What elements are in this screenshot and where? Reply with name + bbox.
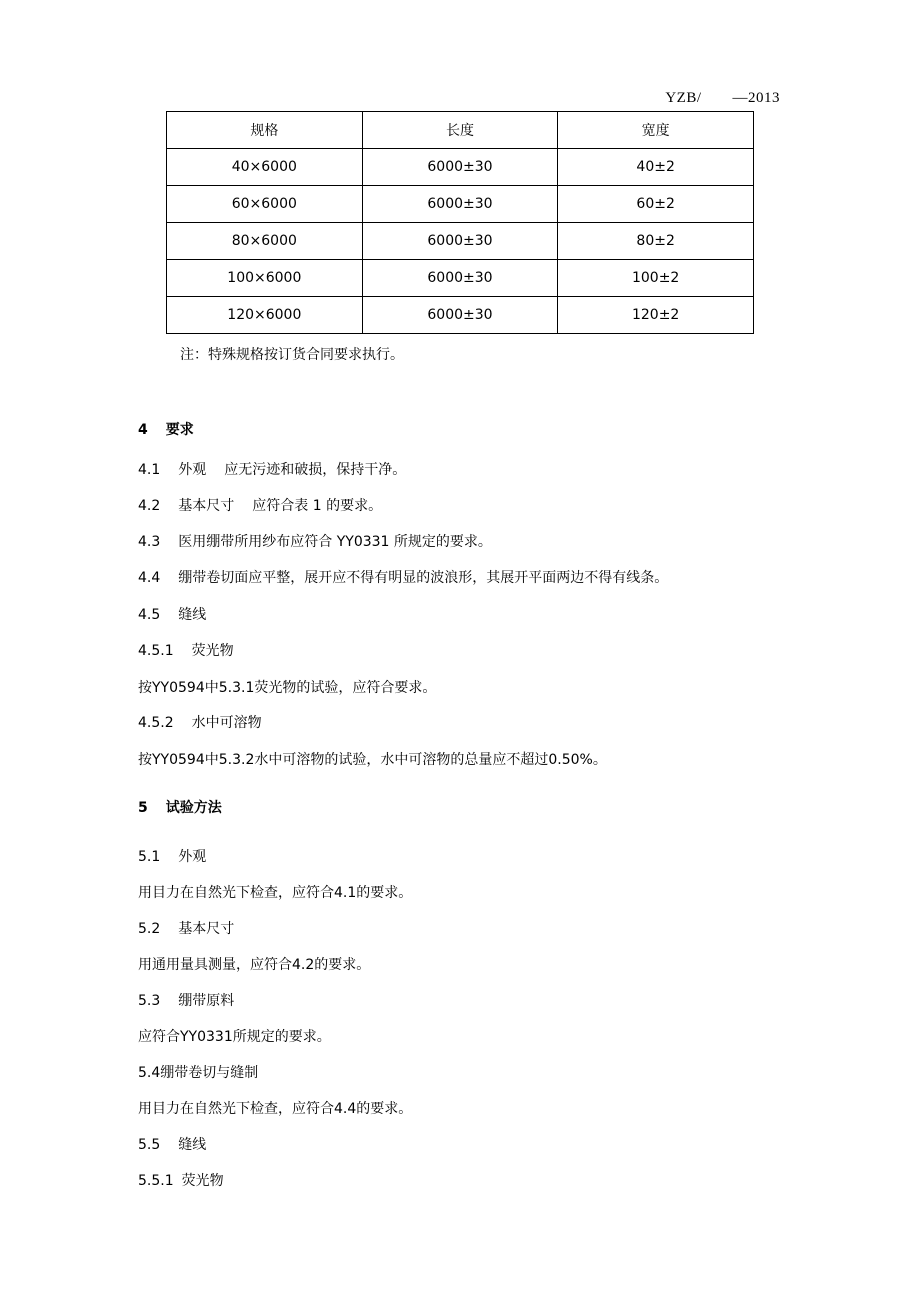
section-number: 4 [138,422,148,438]
clause-title: 医用绷带所用纱布应符合 YY0331 所规定的要求。 [178,534,492,550]
table-cell: 6000±30 [362,186,558,223]
clause-4-5-1 [138,640,234,660]
clause-text-5-1: 用目力在自然光下检查，应符合4.1的要求。 [138,885,413,901]
clause-number: 4.5.2 [138,715,174,731]
clause-4-3 [138,531,492,551]
spec-table [166,111,754,334]
clause-number: 5.2 [138,921,161,937]
table-cell: 100±2 [558,260,754,297]
clause-4-1 [138,459,406,479]
table-cell: 6000±30 [362,297,558,334]
table-cell: 40×6000 [167,149,363,186]
table-cell: 120±2 [558,297,754,334]
clause-number: 5.4 [138,1065,161,1081]
clause-number: 4.4 [138,570,161,586]
clause-title: 荧光物 [191,643,234,659]
clause-text: 应无污迹和破损，保持干净。 [224,462,407,478]
clause-text-5-4: 用目力在自然光下检查，应符合4.4的要求。 [138,1101,413,1117]
clause-number: 4.2 [138,498,161,514]
section-number: 5 [138,800,148,816]
clause-text: 应符合表 1 的要求。 [252,498,383,514]
clause-number: 5.5.1 [138,1173,174,1189]
clause-number: 4.3 [138,534,161,550]
section-title: 试验方法 [165,800,222,816]
column-header: 宽度 [558,112,754,149]
clause-number: 5.5 [138,1137,161,1153]
clause-title: 绷带卷切面应平整，展开应不得有明显的波浪形，其展开平面两边不得有线条。 [178,570,669,586]
table-cell: 120×6000 [167,297,363,334]
clause-title: 绷带卷切与缝制 [160,1065,259,1081]
clause-5-3 [138,990,234,1010]
clause-number: 5.3 [138,993,161,1009]
clause-text-4-5-1: 按YY0594中5.3.1荧光物的试验，应符合要求。 [138,680,437,696]
table-cell: 80±2 [558,223,754,260]
table-cell: 60±2 [558,186,754,223]
table-header-row [167,112,754,149]
clause-title: 荧光物 [181,1173,224,1189]
table-row [167,297,754,334]
clause-number: 4.1 [138,462,161,478]
clause-number: 5.1 [138,849,161,865]
table-cell: 6000±30 [362,223,558,260]
table-row [167,223,754,260]
clause-title: 外观 [178,462,207,478]
table-cell: 60×6000 [167,186,363,223]
clause-5-2 [138,918,234,938]
clause-title: 绷带原料 [178,993,235,1009]
table-cell: 6000±30 [362,149,558,186]
table-row [167,149,754,186]
clause-title: 外观 [178,849,207,865]
clause-text-5-2: 用通用量具测量，应符合4.2的要求。 [138,957,371,973]
clause-text-4-5-2: 按YY0594中5.3.2水中可溶物的试验，水中可溶物的总量应不超过0.50%。 [138,752,607,768]
clause-4-2 [138,495,382,515]
clause-5-1 [138,846,206,866]
section-heading-5 [138,797,222,817]
clause-title: 缝线 [178,1137,207,1153]
table-cell: 100×6000 [167,260,363,297]
clause-5-5 [138,1134,206,1154]
column-header: 规格 [167,112,363,149]
document-header-code: YZB/ —2013 [665,90,780,106]
clause-5-4 [138,1062,258,1082]
clause-title: 水中可溶物 [191,715,262,731]
clause-4-4 [138,567,668,587]
clause-number: 4.5 [138,607,161,623]
column-header: 长度 [362,112,558,149]
clause-title: 基本尺寸 [178,921,235,937]
table-cell: 40±2 [558,149,754,186]
clause-title: 基本尺寸 [178,498,235,514]
section-title: 要求 [165,422,194,438]
clause-title: 缝线 [178,607,207,623]
table-row [167,186,754,223]
clause-4-5-2 [138,712,262,732]
table-note: 注：特殊规格按订货合同要求执行。 [180,347,404,363]
clause-number: 4.5.1 [138,643,174,659]
section-heading-4 [138,419,194,439]
table-cell: 80×6000 [167,223,363,260]
table-row [167,260,754,297]
clause-4-5 [138,604,206,624]
table-cell: 6000±30 [362,260,558,297]
clause-text-5-3: 应符合YY0331所规定的要求。 [138,1029,331,1045]
clause-5-5-1 [138,1170,224,1190]
